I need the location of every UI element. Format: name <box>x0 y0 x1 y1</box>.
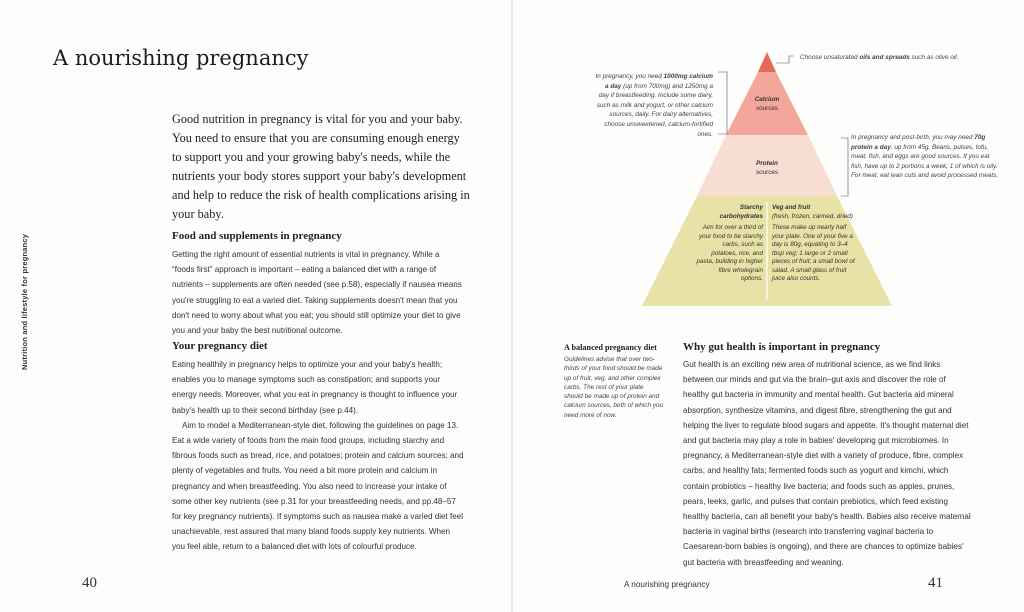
section-heading-diet: Your pregnancy diet <box>172 340 268 352</box>
page-title: A nourishing pregnancy <box>53 46 309 70</box>
veg-tier-label: Veg and fruit (fresh, frozen, canned, dried) These make up nearly half your plate. One of your five a day is 80g, equating to 3–4 tbsp veg; 1 large or 2 small pieces of fruit; a small bowl of salad. A small glass of fruit juice also counts. <box>772 204 855 282</box>
page-gutter <box>511 0 513 612</box>
diet-paragraph-2: Aim to model a Mediterranean-style diet, following the guidelines on page 13. Eat a wide variety of foods from the main food groups, including starchy and fibrous foods such as bread, rice, and potatoes; protein and calcium sources; and plenty of vegetables and fruits. You need a bit more protein and calcium in pregnancy and when breastfeeding. You also need to increase your intake of some other key nutrients (see p.31 for your breastfeeding needs, and pp.48–57 for key pregnancy nutrients). If symptoms such as nausea make a varied diet feel unachievable, rest assured that many bland foods supply key nutrients. When you feel able, return to a balanced diet with lots of colourful produce. <box>172 420 464 552</box>
section-heading-gut-health: Why gut health is important in pregnancy <box>683 341 881 353</box>
section-heading-supplements: Food and supplements in pregnancy <box>172 230 342 242</box>
leader-line-oils <box>776 56 794 63</box>
supplements-paragraph: Getting the right amount of essential nutrients is vital in pregnancy. While a “foods first” approach is important – eating a balanced diet with a range of nutrients – supplements are often needed (see p.58), especially if nausea means you're struggling to eat a varied diet. Taking supplements doesn't mean that you don't need to worry about what you eat; you should still optimize your diet to give you and your baby the best nutritional outcome. <box>172 250 462 336</box>
diet-paragraph-1: Eating healthily in pregnancy helps to optimize your and your baby's health; enables you to manage symptoms such as constipation; and supports your energy needs. Moreover, what you eat in pregnancy is thought to influence your baby's health up to their second birthday (see p.44). <box>172 360 458 415</box>
pyramid-tier-oils <box>758 52 776 72</box>
running-head: A nourishing pregnancy <box>624 580 710 589</box>
section-body-diet <box>172 357 464 555</box>
starchy-tier-label: Starchy carbohydrates Aim for over a third of your food to be starchy carbs, such as potatoes, rice, and pasta, building in higher fibre wholegrain options. <box>696 204 763 282</box>
sidenote-text: Guidelines advise that over two-thirds of your food should be made up of fruit, veg, and other complex carbs. The rest of your plate should be made up of protein and calcium sources, both of which you need more of now. <box>564 356 664 419</box>
intro-paragraph: Good nutrition in pregnancy is vital for you and your baby. You need to ensure that you are consuming enough energy to support you and your growing baby's needs, while the nutrients your body stores support your baby's development and help to reduce the risk of health complications arising in your baby. <box>172 112 470 221</box>
page-number-left: 40 <box>82 575 97 591</box>
oils-note: Choose unsaturated oils and spreads such as olive oil. <box>800 54 959 61</box>
leader-line-calcium <box>718 72 727 134</box>
calcium-note: In pregnancy, you need 1000mg calcium a day (up from 700mg) and 1250mg a day if breastfeeding. Include some dairy, such as milk and yogurt, or other calcium sources, daily. For dairy alternatives, choose unsweetened, calcium-fortified ones. <box>595 73 713 138</box>
section-body-gut-health <box>683 357 973 570</box>
protein-note: In pregnancy and post-birth, you may need 70g protein a day, up from 45g. Beans, pulses, tofu, meat, fish, and eggs are good sources. If you eat fish, have up to 2 portions a week, 1 of which is oily. For meat, eat lean cuts and avoid processed meats. <box>851 134 999 180</box>
gut-health-paragraph: Gut health is an exciting new area of nutritional science, as we find links between our minds and gut via the brain–gut axis and discover the role of healthy gut bacteria in immunity and mental health. Gut bacteria aid mineral absorption, synthesize vitamins, and digest fibre, strengthening the gut and helping the liver to regulate blood sugars and appetite. It's thought maternal diet and gut bacteria may play a role in babies' developing gut microbiomes. In pregnancy, a Mediterranean-style diet with a variety of produce, fibre, complex carbs, and healthy fats; fermented foods such as yogurt and kimchi, which contain probiotics – healthy live bacteria; and foods such as apples, prunes, pears, leeks, garlic, and pulses that contain prebiotics, which feed existing healthy bacteria, can all benefit your baby's health. Babies also receive maternal bacteria in vaginal births (research into transferring vaginal bacteria to Caesarean-born babies is ongoing), and there are chances to optimize babies' gut bacteria with breastfeeding and weaning. <box>683 360 971 567</box>
leader-line-protein <box>841 138 848 196</box>
food-pyramid-diagram <box>595 50 1005 310</box>
sidenote-title: A balanced pregnancy diet <box>564 343 657 352</box>
chapter-sidebar-label: Nutrition and lifestyle for pregnancy <box>20 233 29 370</box>
protein-tier-label: Protein sources <box>755 160 779 176</box>
calcium-tier-label: Calcium sources <box>754 96 780 112</box>
section-body-supplements <box>172 247 464 338</box>
page-number-right: 41 <box>928 575 943 591</box>
